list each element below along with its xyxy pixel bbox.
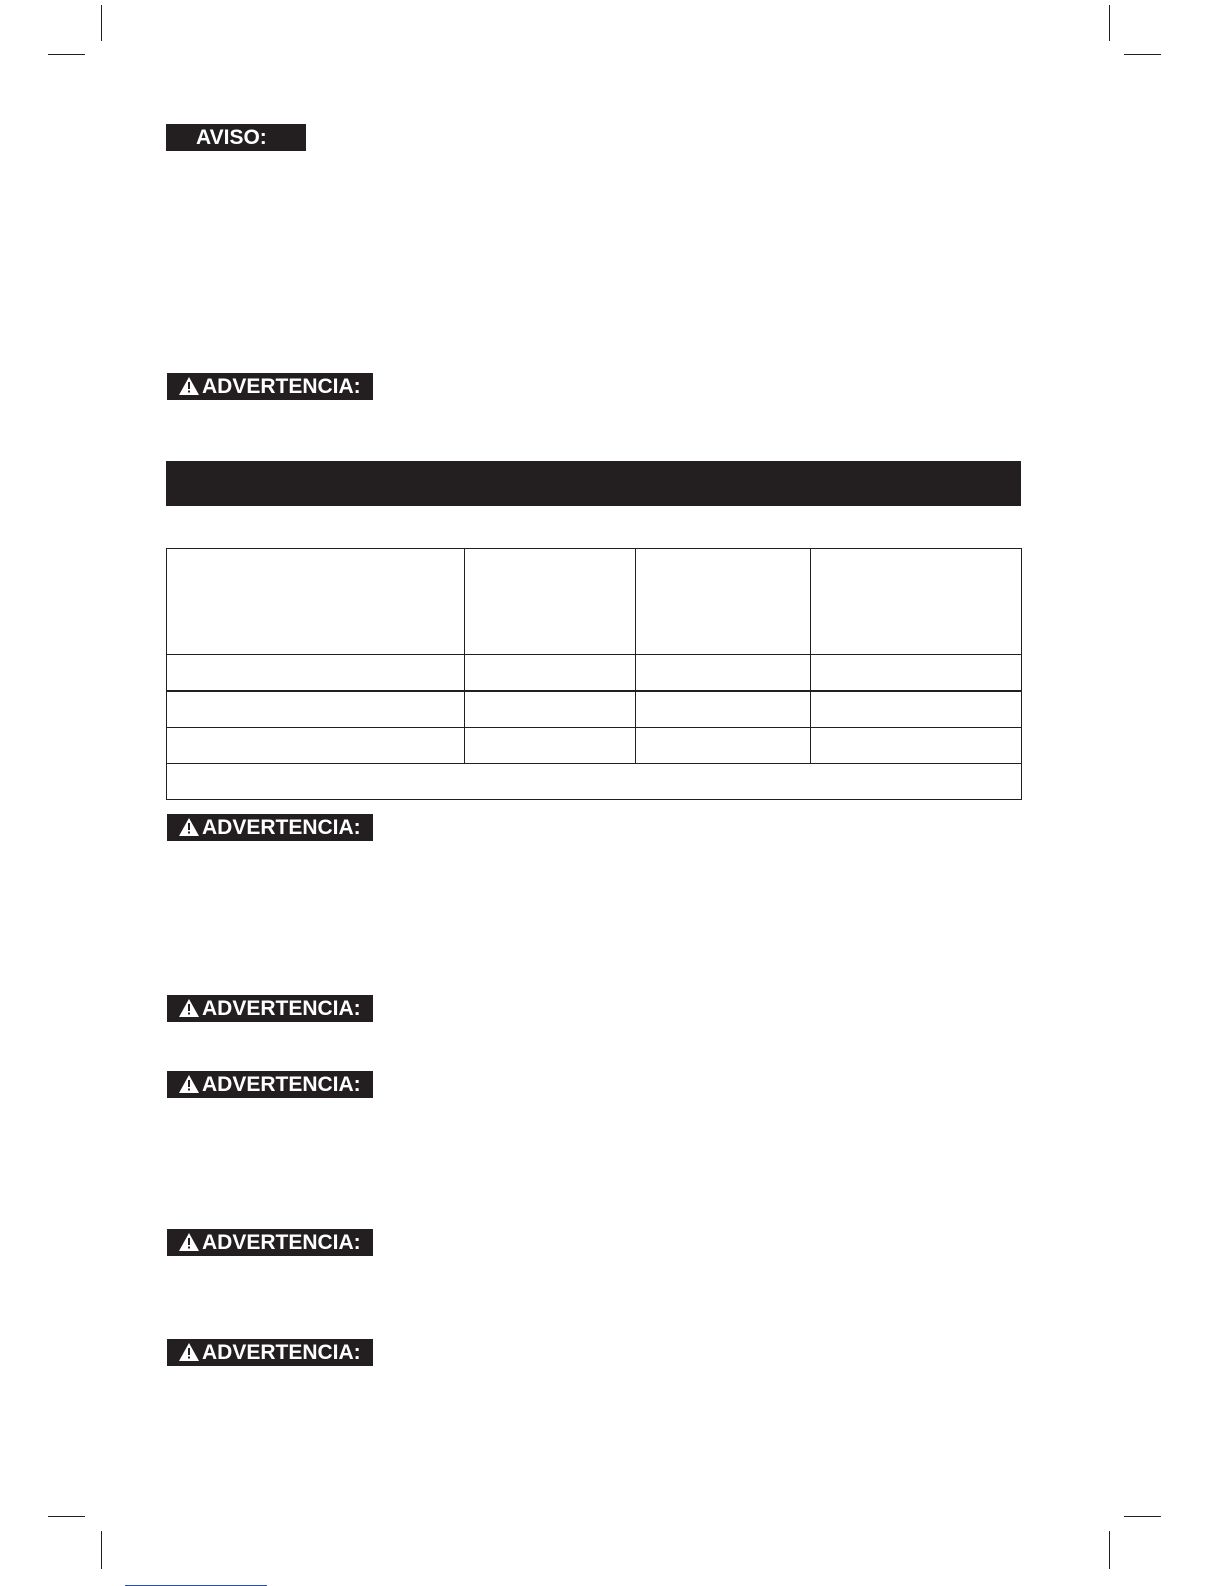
table-note-row [167, 764, 1022, 800]
crop-mark-bottom-right-horizontal [1124, 1516, 1161, 1517]
table-cell [167, 728, 465, 764]
warning-triangle-icon [179, 818, 199, 836]
table-row [167, 691, 1022, 728]
crop-mark-top-right-horizontal [1124, 54, 1161, 55]
spec-table [166, 548, 1022, 800]
warning-triangle-icon [179, 1233, 199, 1251]
crop-mark-top-right-vertical [1109, 5, 1110, 41]
table-header-cell [167, 549, 465, 655]
table-cell [167, 655, 465, 692]
warning-triangle-icon [179, 377, 199, 395]
table-header-cell [811, 549, 1022, 655]
advertencia-label-5 [167, 1229, 373, 1256]
aviso-label-text: AVISO: [196, 126, 267, 149]
table-note-cell [167, 764, 1022, 800]
crop-mark-bottom-left-vertical [101, 1531, 102, 1569]
table-cell [811, 728, 1022, 764]
advertencia-label-text: ADVERTENCIA: [202, 1231, 361, 1254]
advertencia-label-2 [167, 814, 373, 841]
table-cell [811, 655, 1022, 692]
crop-mark-top-left-vertical [101, 5, 102, 41]
table-cell [636, 655, 811, 692]
section-heading-bar [166, 461, 1021, 506]
table-header-cell [465, 549, 636, 655]
table-cell [636, 691, 811, 728]
advertencia-label-3 [167, 995, 373, 1022]
aviso-label [166, 124, 306, 151]
advertencia-label-text: ADVERTENCIA: [202, 1341, 361, 1364]
table-cell [811, 691, 1022, 728]
table-row [167, 728, 1022, 764]
warning-triangle-icon [179, 1075, 199, 1093]
advertencia-label-text: ADVERTENCIA: [202, 1073, 361, 1096]
warning-triangle-icon [179, 999, 199, 1017]
table-row [167, 655, 1022, 692]
advertencia-label-text: ADVERTENCIA: [202, 816, 361, 839]
crop-mark-bottom-left-horizontal [48, 1516, 85, 1517]
table-cell [465, 728, 636, 764]
table-cell [465, 691, 636, 728]
table-cell [465, 655, 636, 692]
table-cell [167, 691, 465, 728]
advertencia-label-6 [167, 1339, 373, 1366]
table-cell [636, 728, 811, 764]
advertencia-label-4 [167, 1071, 373, 1098]
table-header-cell [636, 549, 811, 655]
warning-triangle-icon [179, 1343, 199, 1361]
advertencia-label-text: ADVERTENCIA: [202, 997, 361, 1020]
crop-mark-bottom-right-vertical [1109, 1531, 1110, 1569]
advertencia-label-text: ADVERTENCIA: [202, 375, 361, 398]
crop-mark-top-left-horizontal [48, 54, 85, 55]
table-header-row [167, 549, 1022, 655]
advertencia-label-1 [167, 373, 373, 400]
